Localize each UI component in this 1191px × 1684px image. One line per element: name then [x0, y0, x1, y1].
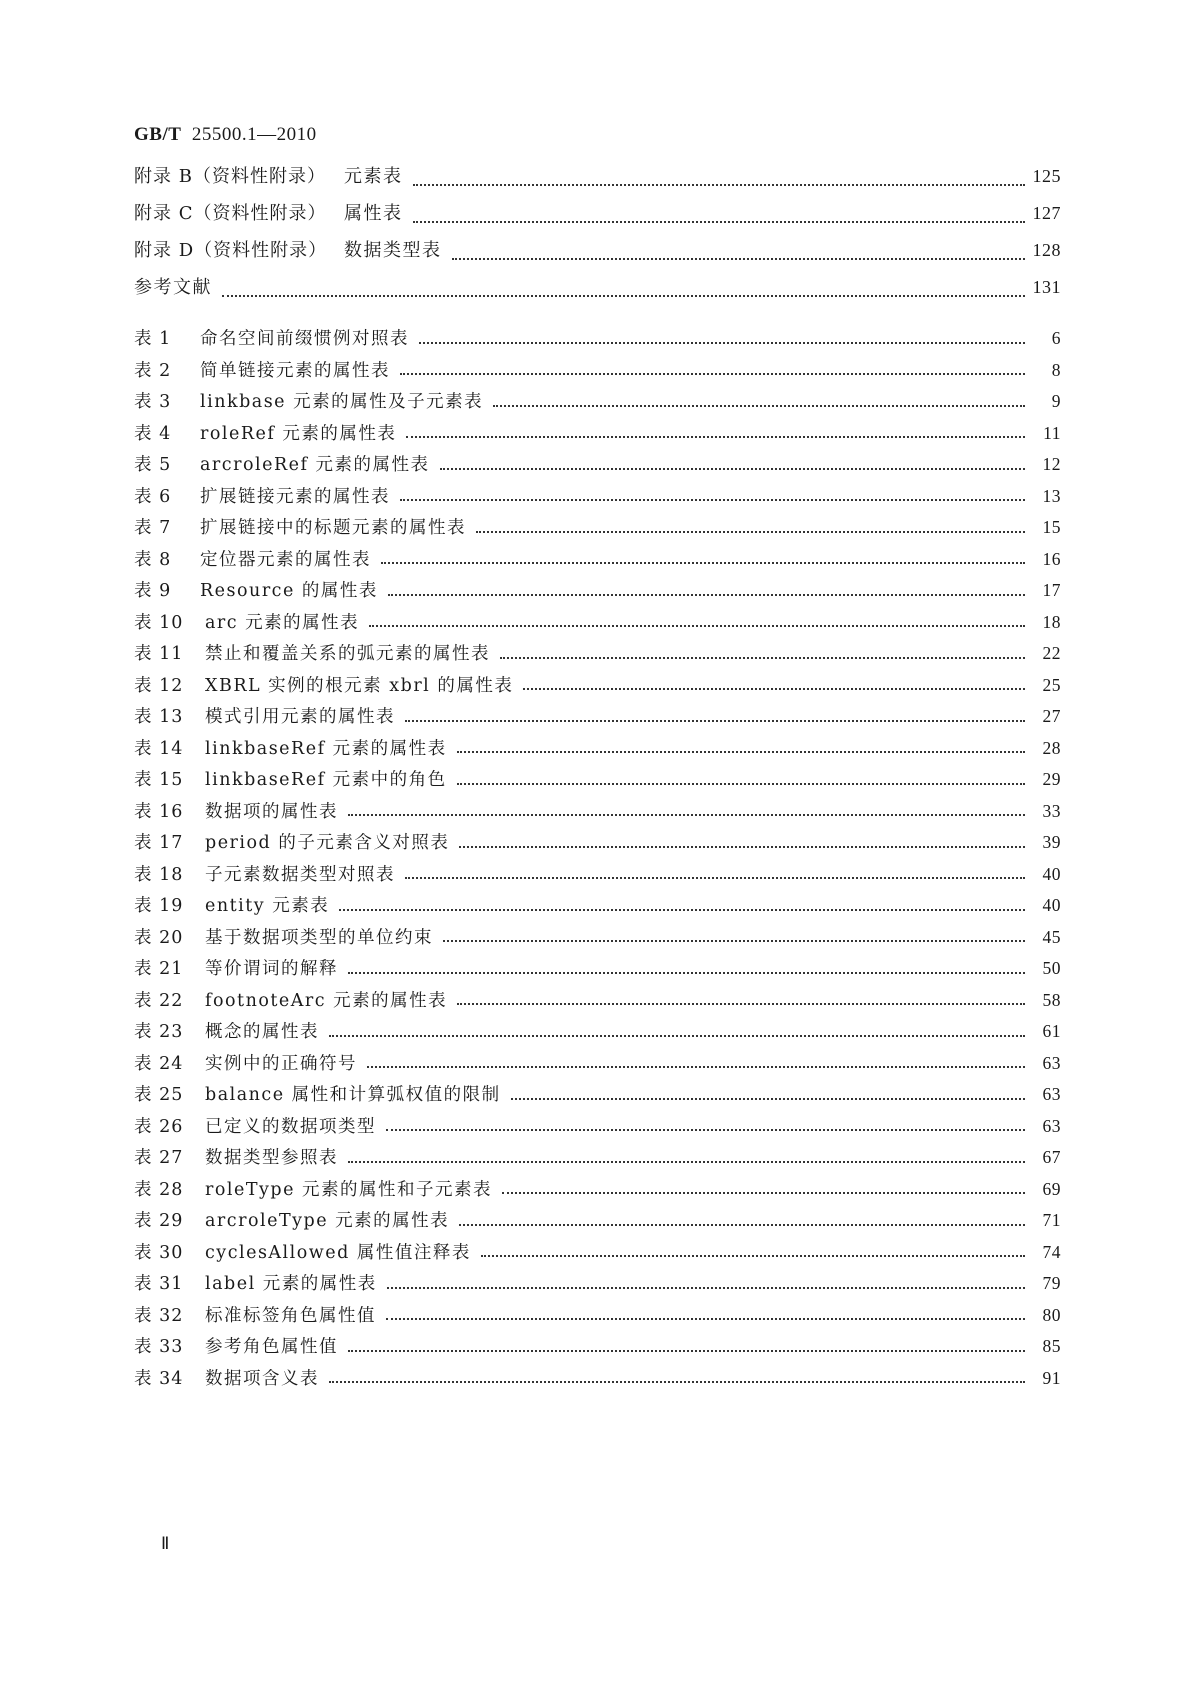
- page-number: Ⅱ: [161, 1534, 170, 1553]
- toc-entry-page: 80: [1042, 1304, 1061, 1325]
- toc-entry-prefix: 表 17: [134, 833, 184, 853]
- toc-entry-page: 67: [1042, 1147, 1061, 1167]
- toc-entry-page: 8: [1051, 359, 1061, 380]
- dot-leader: [502, 1191, 1025, 1194]
- toc-entry[interactable]: [134, 735, 1061, 767]
- toc-entry-page: 40: [1042, 863, 1061, 884]
- dot-leader: [457, 750, 1025, 753]
- toc-entry-title: arc 元素的属性表: [205, 612, 360, 633]
- toc-entry[interactable]: [134, 1176, 1061, 1208]
- dot-leader: [400, 498, 1025, 501]
- toc-entry-title: linkbase 元素的属性及子元素表: [200, 392, 484, 412]
- toc-entry[interactable]: [134, 892, 1061, 924]
- toc-entry-page: 29: [1042, 769, 1061, 789]
- dot-leader: [388, 593, 1025, 596]
- toc-entry[interactable]: [134, 798, 1061, 830]
- toc-entry-page: 16: [1042, 548, 1061, 569]
- toc-entry-prefix: 表 25: [134, 1085, 184, 1105]
- toc-entry-page: 127: [1032, 203, 1061, 223]
- standard-number: 25500.1—2010: [191, 124, 317, 145]
- toc-entry[interactable]: [134, 987, 1061, 1019]
- toc-entry-page: 40: [1042, 895, 1061, 915]
- toc-entry[interactable]: [134, 1239, 1061, 1271]
- toc-entry-prefix: 附录 B（资料性附录）: [134, 166, 326, 187]
- dot-leader: [381, 561, 1025, 564]
- toc-entry-page: 17: [1042, 580, 1061, 600]
- toc-entry-page: 12: [1042, 454, 1061, 474]
- dot-leader: [459, 845, 1025, 848]
- toc-entry-page: 15: [1042, 517, 1061, 537]
- toc-entry-prefix: 表 33: [134, 1337, 184, 1357]
- toc-entry-title: 已定义的数据项类型: [205, 1116, 376, 1137]
- toc-entry-title: 参考角色属性值: [205, 1337, 338, 1357]
- toc-entry[interactable]: [134, 273, 1061, 310]
- toc-entry-page: 74: [1042, 1241, 1061, 1262]
- toc-entry-page: 63: [1042, 1084, 1061, 1104]
- toc-entry[interactable]: [134, 577, 1061, 609]
- toc-entry-prefix: 附录 C（资料性附录）: [134, 203, 327, 224]
- standard-code: GB/T: [134, 124, 182, 145]
- toc-entry-page: 128: [1032, 240, 1061, 260]
- toc-entry-prefix: 表 15: [134, 770, 184, 790]
- dot-leader: [476, 530, 1025, 533]
- toc-entry[interactable]: [134, 829, 1061, 861]
- toc-entry-prefix: 表 18: [134, 864, 184, 885]
- toc-entry-prefix: 表 11: [134, 644, 184, 664]
- toc-entry-prefix: 表 1: [134, 329, 172, 349]
- toc-entry-prefix: 表 4: [134, 423, 172, 444]
- toc-entry-prefix: 表 7: [134, 518, 172, 538]
- toc-entry-title: linkbaseRef 元素中的角色: [205, 770, 447, 790]
- toc-entry[interactable]: [134, 861, 1061, 893]
- toc-entry-page: 18: [1042, 611, 1061, 632]
- dot-leader: [405, 719, 1025, 722]
- toc-entry[interactable]: [134, 236, 1061, 273]
- toc-entry-prefix: 表 5: [134, 455, 172, 475]
- toc-entry-prefix: 表 32: [134, 1305, 184, 1326]
- toc-entry[interactable]: [134, 1144, 1061, 1176]
- toc-entry-page: 61: [1042, 1021, 1061, 1041]
- dot-leader: [443, 939, 1025, 942]
- dot-leader: [440, 467, 1025, 470]
- toc-entry-title: 参考文献: [134, 277, 212, 298]
- dot-leader: [523, 687, 1025, 690]
- toc-entry-title: 元素表: [344, 166, 403, 187]
- toc-entry-title: 数据类型参照表: [205, 1148, 338, 1168]
- toc-entry-title: 实例中的正确符号: [205, 1053, 357, 1074]
- dot-leader: [400, 372, 1025, 375]
- toc-entry[interactable]: [134, 1333, 1061, 1365]
- dot-leader: [386, 1317, 1025, 1320]
- toc-entry[interactable]: [134, 420, 1061, 452]
- dot-leader: [369, 624, 1025, 627]
- toc-entry-page: 71: [1042, 1210, 1061, 1230]
- dot-leader: [493, 404, 1025, 407]
- toc-entry-prefix: 表 19: [134, 896, 184, 916]
- toc-entry-prefix: 表 21: [134, 959, 184, 979]
- dot-leader: [457, 1002, 1025, 1005]
- toc-entry-title: 命名空间前缀惯例对照表: [200, 329, 409, 349]
- toc-entry-title: balance 属性和计算弧权值的限制: [205, 1085, 501, 1105]
- toc-entry-prefix: 表 2: [134, 360, 172, 381]
- toc-entry-title: label 元素的属性表: [205, 1274, 377, 1294]
- toc-entry[interactable]: [134, 1365, 1061, 1397]
- toc-entry-title: roleRef 元素的属性表: [200, 423, 397, 444]
- toc-entry[interactable]: [134, 388, 1061, 420]
- toc-entry-title: 数据类型表: [344, 240, 442, 261]
- toc-entry[interactable]: [134, 1081, 1061, 1113]
- appendix-toc: [134, 162, 1061, 310]
- dot-leader: [405, 876, 1025, 879]
- toc-entry-title: arcroleType 元素的属性表: [205, 1211, 450, 1231]
- toc-entry-page: 25: [1042, 674, 1061, 695]
- toc-entry-prefix: 表 8: [134, 549, 172, 570]
- toc-entry-prefix: 表 3: [134, 392, 172, 412]
- dot-leader: [222, 294, 1025, 297]
- toc-entry-prefix: 表 6: [134, 486, 172, 507]
- toc-entry[interactable]: [134, 766, 1061, 798]
- toc-entry-prefix: 表 23: [134, 1022, 184, 1042]
- toc-entry-prefix: 表 22: [134, 990, 184, 1011]
- dot-leader: [348, 1349, 1025, 1352]
- dot-leader: [386, 1128, 1025, 1131]
- toc-entry-page: 33: [1042, 800, 1061, 821]
- toc-entry-page: 85: [1042, 1336, 1061, 1356]
- toc-entry[interactable]: [134, 955, 1061, 987]
- toc-entry-page: 58: [1042, 989, 1061, 1010]
- toc-entry-page: 28: [1042, 737, 1061, 758]
- dot-leader: [348, 1160, 1025, 1163]
- dot-leader: [387, 1286, 1025, 1289]
- toc-entry[interactable]: [134, 325, 1061, 357]
- toc-entry-prefix: 表 10: [134, 612, 184, 633]
- toc-entry[interactable]: [134, 924, 1061, 956]
- dot-leader: [406, 435, 1025, 438]
- toc-entry-page: 63: [1042, 1115, 1061, 1136]
- toc-entry-title: linkbaseRef 元素的属性表: [205, 738, 447, 759]
- dot-leader: [511, 1097, 1025, 1100]
- toc-entry[interactable]: [134, 1207, 1061, 1239]
- dot-leader: [500, 656, 1025, 659]
- table-toc: [134, 325, 1061, 1396]
- toc-entry-page: 13: [1042, 485, 1061, 506]
- dot-leader: [419, 341, 1025, 344]
- toc-entry-page: 91: [1042, 1367, 1061, 1388]
- toc-entry-page: 9: [1051, 391, 1061, 411]
- toc-entry[interactable]: [134, 640, 1061, 672]
- toc-entry-title: cyclesAllowed 属性值注释表: [205, 1242, 471, 1263]
- toc-entry-prefix: 表 29: [134, 1211, 184, 1231]
- toc-entry-title: 扩展链接元素的属性表: [200, 486, 390, 507]
- toc-entry-prefix: 表 26: [134, 1116, 184, 1137]
- toc-entry-title: 数据项的属性表: [205, 801, 338, 822]
- toc-entry[interactable]: [134, 1018, 1061, 1050]
- dot-leader: [329, 1034, 1025, 1037]
- toc-entry-page: 79: [1042, 1273, 1061, 1293]
- toc-entry-title: roleType 元素的属性和子元素表: [205, 1179, 493, 1200]
- toc-entry-title: 子元素数据类型对照表: [205, 864, 395, 885]
- toc-entry[interactable]: [134, 1270, 1061, 1302]
- dot-leader: [348, 813, 1025, 816]
- toc-entry-title: period 的子元素含义对照表: [205, 833, 450, 853]
- toc-entry-page: 131: [1032, 277, 1061, 297]
- toc-entry-title: 禁止和覆盖关系的弧元素的属性表: [205, 644, 490, 664]
- dot-leader: [459, 1223, 1025, 1226]
- toc-entry[interactable]: [134, 451, 1061, 483]
- toc-entry-prefix: 表 9: [134, 581, 172, 601]
- toc-entry-title: entity 元素表: [205, 896, 330, 916]
- toc-entry-title: 模式引用元素的属性表: [205, 707, 395, 727]
- toc-entry-title: 扩展链接中的标题元素的属性表: [200, 518, 466, 538]
- toc-entry-page: 50: [1042, 958, 1061, 978]
- toc-entry-page: 45: [1042, 926, 1061, 947]
- dot-leader: [452, 257, 1025, 260]
- toc-entry-title: arcroleRef 元素的属性表: [200, 455, 430, 475]
- toc-entry[interactable]: [134, 162, 1061, 199]
- toc-entry-page: 11: [1043, 422, 1061, 443]
- toc-entry-title: 数据项含义表: [205, 1368, 319, 1389]
- toc-entry-prefix: 表 34: [134, 1368, 184, 1389]
- toc-entry-page: 63: [1042, 1052, 1061, 1073]
- toc-entry[interactable]: [134, 483, 1061, 515]
- toc-entry-title: Resource 的属性表: [200, 581, 378, 601]
- toc-entry-prefix: 表 20: [134, 927, 184, 948]
- toc-entry-prefix: 表 12: [134, 675, 184, 696]
- toc-entry-title: 基于数据项类型的单位约束: [205, 927, 433, 948]
- dot-leader: [339, 908, 1025, 911]
- toc-entry-page: 22: [1042, 643, 1061, 663]
- toc-entry[interactable]: [134, 1113, 1061, 1145]
- toc-entry-title: 定位器元素的属性表: [200, 549, 371, 570]
- toc-entry-page: 69: [1042, 1178, 1061, 1199]
- toc-entry[interactable]: [134, 546, 1061, 578]
- toc-entry-title: 标准标签角色属性值: [205, 1305, 376, 1326]
- toc-entry-prefix: 表 13: [134, 707, 184, 727]
- toc-entry[interactable]: [134, 609, 1061, 641]
- toc-entry-prefix: 表 31: [134, 1274, 184, 1294]
- toc-entry-prefix: 表 24: [134, 1053, 184, 1074]
- toc-entry-title: 简单链接元素的属性表: [200, 360, 390, 381]
- toc-entry[interactable]: [134, 357, 1061, 389]
- dot-leader: [457, 782, 1025, 785]
- toc-entry[interactable]: [134, 672, 1061, 704]
- toc-entry-prefix: 表 30: [134, 1242, 184, 1263]
- toc-entry-title: 等价谓词的解释: [205, 959, 338, 979]
- dot-leader: [481, 1254, 1025, 1257]
- dot-leader: [348, 971, 1025, 974]
- toc-entry-page: 125: [1032, 166, 1061, 186]
- toc-entry[interactable]: [134, 1050, 1061, 1082]
- toc-entry[interactable]: [134, 1302, 1061, 1334]
- toc-entry[interactable]: [134, 199, 1061, 236]
- dot-leader: [413, 220, 1025, 223]
- dot-leader: [413, 183, 1025, 186]
- toc-entry-prefix: 表 16: [134, 801, 184, 822]
- toc-entry[interactable]: [134, 703, 1061, 735]
- toc-entry-page: 39: [1042, 832, 1061, 852]
- toc-entry-title: 属性表: [344, 203, 403, 224]
- toc-entry-title: 概念的属性表: [205, 1022, 319, 1042]
- toc-entry-page: 6: [1051, 328, 1061, 348]
- toc-entry-prefix: 表 28: [134, 1179, 184, 1200]
- toc-entry-title: footnoteArc 元素的属性表: [205, 990, 448, 1011]
- toc-entry-title: XBRL 实例的根元素 xbrl 的属性表: [205, 675, 514, 696]
- dot-leader: [329, 1380, 1025, 1383]
- document-header: [134, 124, 317, 146]
- toc-entry-prefix: 表 27: [134, 1148, 184, 1168]
- toc-entry-prefix: 附录 D（资料性附录）: [134, 240, 328, 261]
- toc-entry[interactable]: [134, 514, 1061, 546]
- toc-entry-page: 27: [1042, 706, 1061, 726]
- toc-entry-prefix: 表 14: [134, 738, 184, 759]
- dot-leader: [367, 1065, 1025, 1068]
